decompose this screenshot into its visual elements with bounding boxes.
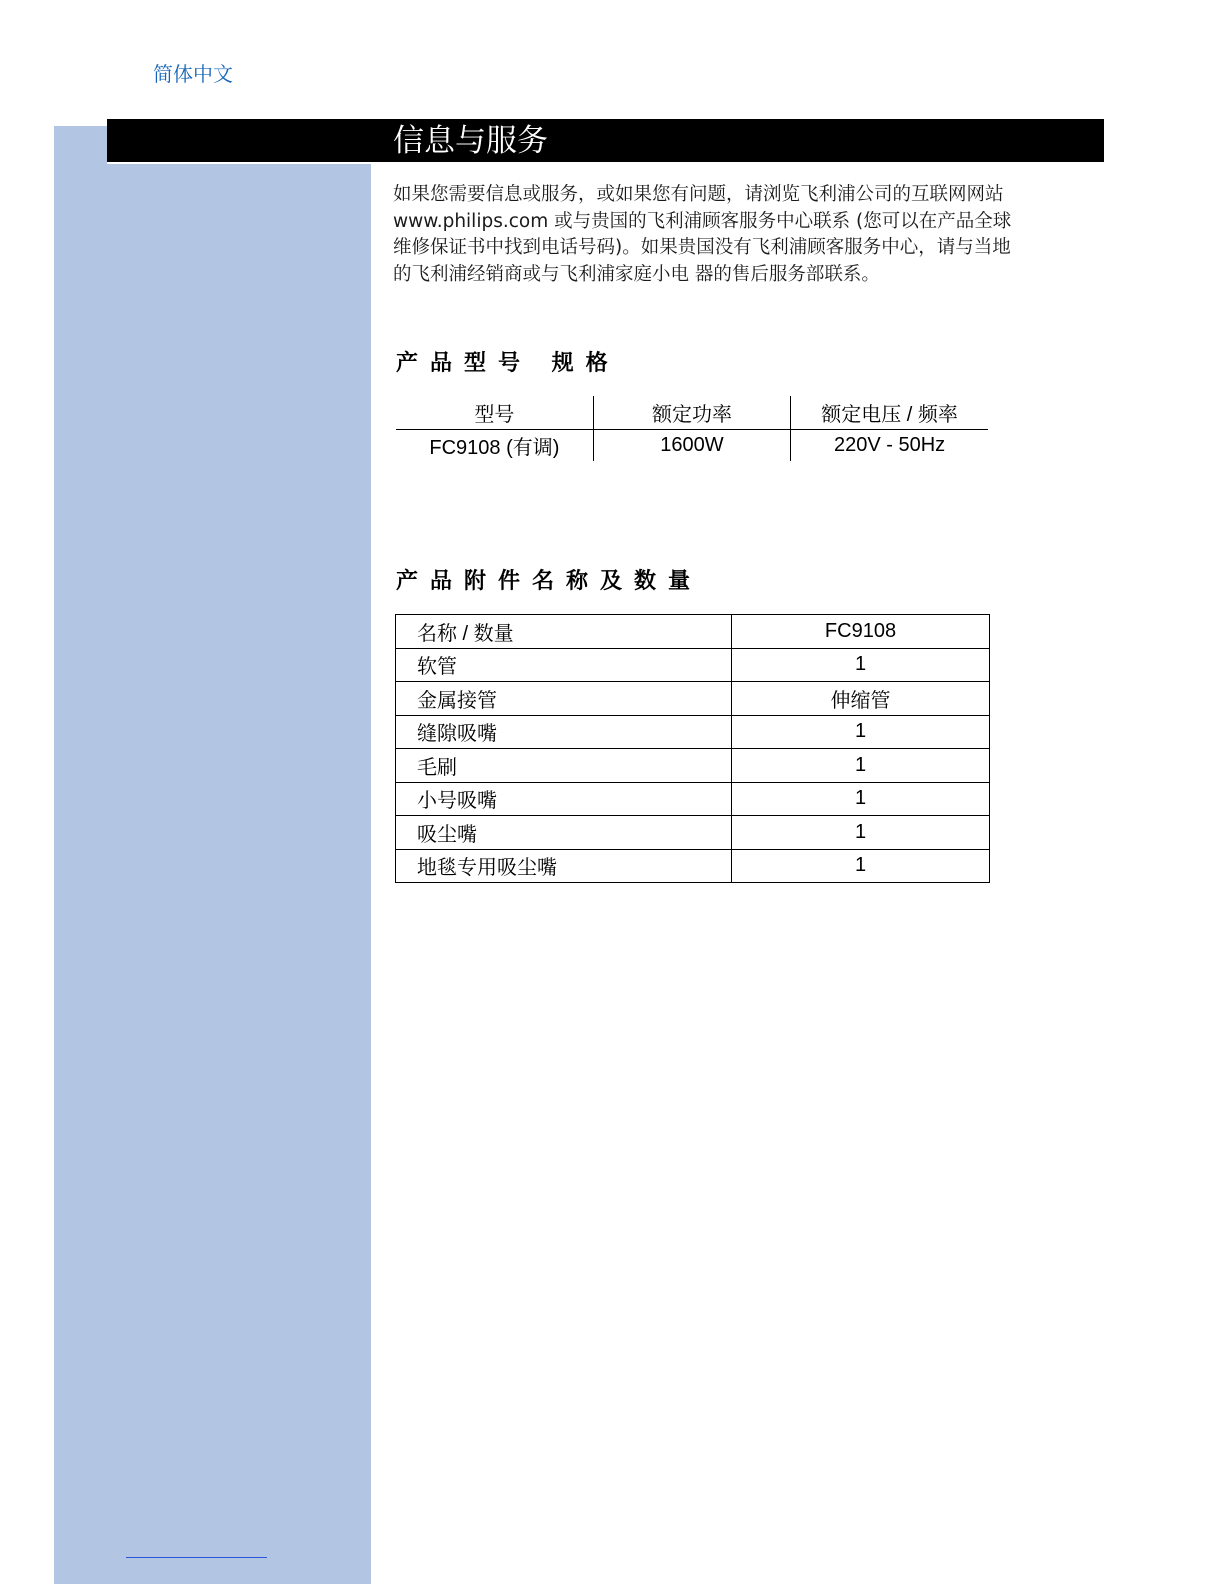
accessory-qty-cell: FC9108 [732, 615, 990, 649]
footer-divider [126, 1557, 267, 1558]
table-row [396, 430, 988, 462]
accessories-heading: 产品附件名称及数量 [396, 569, 703, 594]
sidebar-panel [54, 126, 371, 1584]
accessory-name-cell: 毛刷 [396, 749, 732, 783]
specs-table [396, 396, 988, 461]
accessory-name-cell: 金属接管 [396, 682, 732, 716]
accessories-table [395, 614, 990, 883]
info-paragraph-line: 如果您需要信息或服务，或如果您有问题，请浏览飞利浦公司的互联网网站 [393, 184, 1004, 205]
accessory-qty-cell: 1 [732, 849, 990, 883]
accessory-qty-cell: 1 [732, 715, 990, 749]
spec-model-cell: FC9108 (有调) [429, 437, 560, 459]
spec-power-cell: 1600W [593, 430, 790, 462]
specs-header-row [396, 396, 988, 430]
table-row [396, 615, 990, 649]
table-row [396, 849, 990, 883]
specs-header-power: 额定功率 [593, 396, 790, 430]
table-row [396, 715, 990, 749]
accessory-name-cell: 地毯专用吸尘嘴 [396, 849, 732, 883]
accessory-name-cell: 吸尘嘴 [396, 816, 732, 850]
accessory-name-cell: 缝隙吸嘴 [396, 715, 732, 749]
specs-heading: 产品型号 规格 [396, 351, 620, 376]
accessory-name-cell: 小号吸嘴 [396, 782, 732, 816]
accessory-qty-cell: 1 [732, 749, 990, 783]
table-row [396, 682, 990, 716]
table-row [396, 782, 990, 816]
accessory-qty-cell: 伸缩管 [732, 682, 990, 716]
info-paragraph-line: 的飞利浦经销商或与飞利浦家庭小电 器的售后服务部联系。 [393, 263, 880, 285]
table-row [396, 816, 990, 850]
spec-voltage-cell: 220V - 50Hz [791, 430, 988, 462]
accessory-qty-cell: 1 [732, 648, 990, 682]
table-row [396, 648, 990, 682]
accessory-qty-cell: 1 [732, 816, 990, 850]
info-paragraph [393, 182, 1058, 288]
table-row [396, 749, 990, 783]
accessory-qty-cell: 1 [732, 782, 990, 816]
accessory-name-cell: 软管 [396, 648, 732, 682]
section-title-bar [107, 119, 1104, 164]
specs-header-voltage: 额定电压 / 频率 [791, 396, 988, 430]
section-title: 信息与服务 [393, 123, 548, 159]
info-paragraph-line: 维修保证书中找到电话号码)。如果贵国没有飞利浦顾客服务中心，请与当地 [393, 237, 1011, 258]
specs-header-model: 型号 [396, 396, 593, 430]
accessory-name-cell: 名称 / 数量 [396, 615, 732, 649]
language-label: 简体中文 [153, 62, 233, 86]
info-paragraph-line: www.philips.com 或与贵国的飞利浦顾客服务中心联系 (您可以在产品全球 [393, 210, 1012, 232]
